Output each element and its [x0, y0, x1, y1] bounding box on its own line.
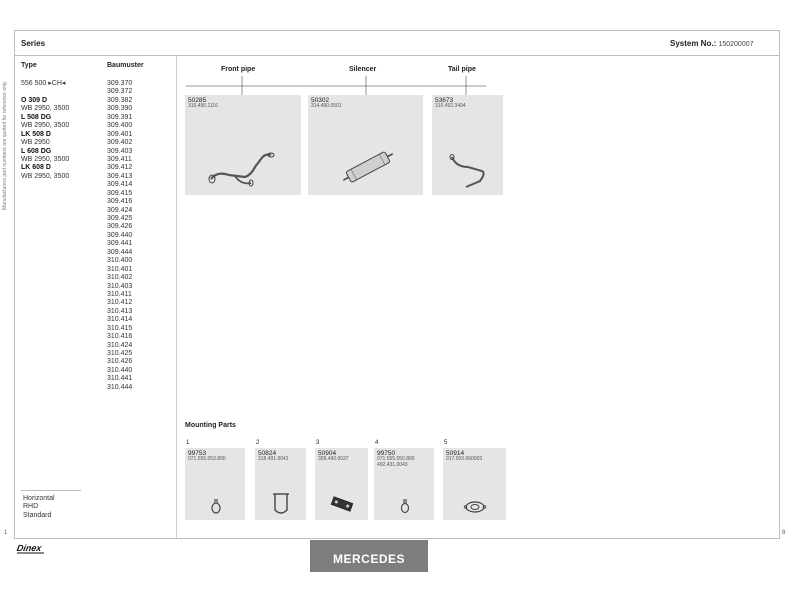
mounting-part-reference: 318.491.0041 [258, 456, 289, 462]
mounting-part-number: 50904 [318, 450, 337, 457]
baumuster-item: 309.391 [107, 113, 133, 121]
system-number-label: System No.: [670, 39, 717, 48]
variant-text: Standard [23, 511, 52, 519]
type-list-item: L 508 DG [21, 113, 52, 121]
baumuster-item: 309.426 [107, 223, 133, 231]
mounting-part-reference: 071.555.050.800 [377, 456, 415, 462]
baumuster-item: 309.390 [107, 105, 133, 113]
front-pipe-label: Front pipe [221, 66, 256, 73]
info-divider [21, 490, 81, 491]
mounting-part-number: 50914 [446, 450, 465, 457]
mounting-part-number: 50824 [258, 450, 277, 457]
type-list-item: WB 2950, 3500 [21, 155, 70, 163]
tail-pipe-label: Tail pipe [448, 66, 476, 73]
silencer-reference: 314.490.0501 [311, 103, 342, 109]
side-reference-note: Manufacturers part numbers are quoted for reference only [2, 81, 8, 210]
type-column-header: Type [21, 62, 37, 69]
baumuster-item: 310.444 [107, 383, 133, 391]
silencer-label: Silencer [349, 66, 377, 73]
type-list-item [21, 88, 69, 96]
clamp-small-icon [398, 498, 412, 514]
baumuster-item: 309.403 [107, 147, 133, 155]
mounting-pos-5: 5 [444, 440, 448, 446]
baumuster-item: 310.412 [107, 299, 133, 307]
baumuster-item: 310.402 [107, 274, 133, 282]
baumuster-item: 310.441 [107, 375, 133, 383]
installation-info [23, 495, 55, 520]
baumuster-item: 310.411 [107, 290, 132, 298]
baumuster-item: 309.444 [107, 248, 133, 256]
baumuster-item: 309.400 [107, 122, 133, 130]
page-mark-right: 8 [782, 530, 786, 536]
series-label: Series [21, 39, 46, 48]
baumuster-item: 309.413 [107, 172, 133, 180]
mounting-part-reference-alt: 492.431.0043 [377, 462, 408, 468]
baumuster-item: 309.402 [107, 139, 133, 147]
mounting-part-card[interactable] [443, 448, 506, 520]
type-list-item: 556 500 ▸CH◂ [21, 80, 66, 87]
tail-pipe-part-number: 53673 [435, 97, 454, 104]
front-pipe-icon [207, 145, 287, 189]
mounting-part-reference: 309.490.0037 [318, 456, 349, 462]
baumuster-item: 310.426 [107, 358, 133, 366]
baumuster-item: 309.441 [107, 240, 133, 248]
page-mark-left: 1 [4, 530, 8, 536]
baumuster-item: 309.414 [107, 181, 133, 189]
tail-pipe-card[interactable] [432, 95, 503, 195]
gasket-icon [463, 500, 487, 514]
mounting-part-number: 99753 [188, 450, 207, 457]
clamp-icon [209, 498, 223, 514]
type-list-item: WB 2950, 3500 [21, 172, 70, 180]
mounting-part-card[interactable] [374, 448, 434, 520]
system-number [670, 39, 754, 48]
baumuster-item: 309.411 [107, 155, 132, 163]
baumuster-item: 309.440 [107, 231, 133, 239]
mounting-pos-2: 2 [256, 440, 260, 446]
baumuster-item: 310.403 [107, 282, 133, 290]
rubber-mount-icon [329, 494, 355, 514]
type-list [21, 80, 69, 181]
front-pipe-part-number: 50285 [188, 97, 207, 104]
dinex-logo-icon [16, 542, 46, 554]
front-pipe-reference: 310.490.1116 [188, 103, 218, 109]
mounting-part-reference: 071.555.053.800 [188, 456, 226, 462]
baumuster-list [107, 80, 132, 392]
tail-pipe-reference: 310.492.3404 [435, 103, 466, 109]
baumuster-item: 310.424 [107, 341, 133, 349]
baumuster-item: 309.382 [107, 96, 133, 104]
mounting-part-card[interactable] [185, 448, 245, 520]
mounting-pos-1: 1 [186, 440, 190, 446]
baumuster-item: 309.415 [107, 189, 133, 197]
mounting-parts-title: Mounting Parts [185, 422, 236, 429]
baumuster-item: 310.415 [107, 324, 133, 332]
header-divider [14, 55, 780, 56]
mounting-part-reference: 917.003.060003 [446, 456, 483, 462]
baumuster-item: 309.425 [107, 215, 133, 222]
silencer-part-number: 50302 [311, 97, 330, 104]
left-panel-divider [176, 56, 177, 538]
type-list-item: WB 2950, 3500 [21, 122, 70, 130]
mounting-pos-4: 4 [375, 440, 379, 446]
type-list-item: LK 508 D [21, 130, 51, 138]
brand-logo [16, 541, 46, 559]
type-list-item: L 608 DG [21, 147, 52, 155]
baumuster-item: 309.424 [107, 206, 133, 214]
baumuster-item: 309.370 [107, 80, 133, 87]
baumuster-item: 309.372 [107, 88, 133, 96]
tail-pipe-icon [448, 153, 492, 191]
baumuster-item: 310.425 [107, 350, 133, 357]
mounting-pos-3: 3 [316, 440, 320, 446]
silencer-icon [338, 147, 398, 187]
drive-side-text: RHD [23, 503, 39, 511]
mounting-part-number: 99750 [377, 450, 396, 457]
type-list-item: O 309 D [21, 96, 48, 104]
baumuster-item: 310.414 [107, 316, 133, 324]
baumuster-item: 310.401 [107, 265, 133, 273]
mounting-part-card[interactable] [315, 448, 368, 520]
silencer-card[interactable] [308, 95, 423, 195]
baumuster-item: 310.416 [107, 333, 133, 341]
type-list-item: WB 2950, 3500 [21, 105, 70, 113]
type-list-item: WB 2950 [21, 139, 50, 147]
baumuster-item: 309.416 [107, 198, 133, 206]
baumuster-item: 309.401 [107, 130, 133, 138]
manufacturer-tab: MERCEDES [310, 540, 428, 572]
front-pipe-card[interactable] [185, 95, 301, 195]
hanger-strap-icon [271, 492, 291, 516]
baumuster-column-header: Baumuster [107, 62, 144, 69]
system-number-value: 150200007 [718, 41, 754, 48]
mounting-part-card[interactable] [255, 448, 306, 520]
baumuster-item: 309.412 [107, 164, 133, 172]
orientation-text: Horizontal [23, 495, 55, 502]
baumuster-item: 310.413 [107, 307, 133, 315]
type-list-item: LK 608 D [21, 164, 51, 172]
baumuster-item: 310.440 [107, 366, 133, 374]
baumuster-item: 310.400 [107, 257, 133, 265]
svg-text:Dinex: Dinex [16, 543, 43, 553]
